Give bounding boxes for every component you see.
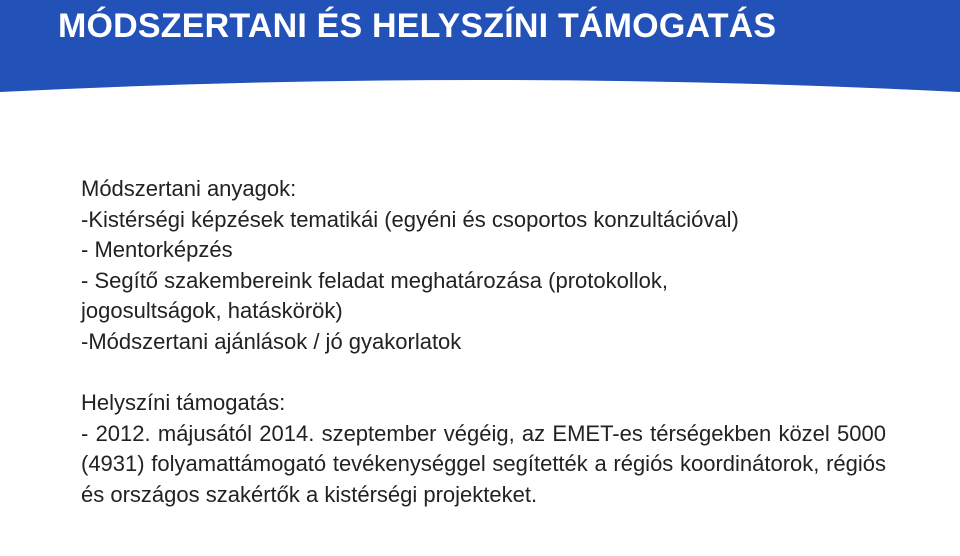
- header-banner: [0, 0, 960, 96]
- onsite-paragraph: - 2012. májusától 2014. szeptember végéig, az EMET-es térségekben közel 5000 (4931) folyamattámogató tevékenységgel segítették a régiós koordinátorok, régiós és országos szakértők a kistérségi projekteket.: [81, 420, 886, 507]
- section-spacer: [81, 357, 886, 388]
- methodology-item: - Mentorképzés: [81, 237, 233, 262]
- methodology-item: -Kistérségi képzések tematikái (egyéni és csoportos konzultációval): [81, 206, 739, 232]
- methodology-item: -Módszertani ajánlások / jó gyakorlatok: [81, 328, 462, 354]
- methodology-item: - Segítő szakembereink feladat meghatározása (protokollok,: [81, 267, 668, 293]
- onsite-heading: Helyszíni támogatás:: [81, 390, 286, 415]
- page-title: MÓDSZERTANI ÉS HELYSZÍNI TÁMOGATÁS: [58, 7, 777, 45]
- methodology-heading: Módszertani anyagok:: [81, 176, 297, 201]
- methodology-item: jogosultságok, hatáskörök): [81, 298, 343, 323]
- slide-content: [81, 174, 886, 510]
